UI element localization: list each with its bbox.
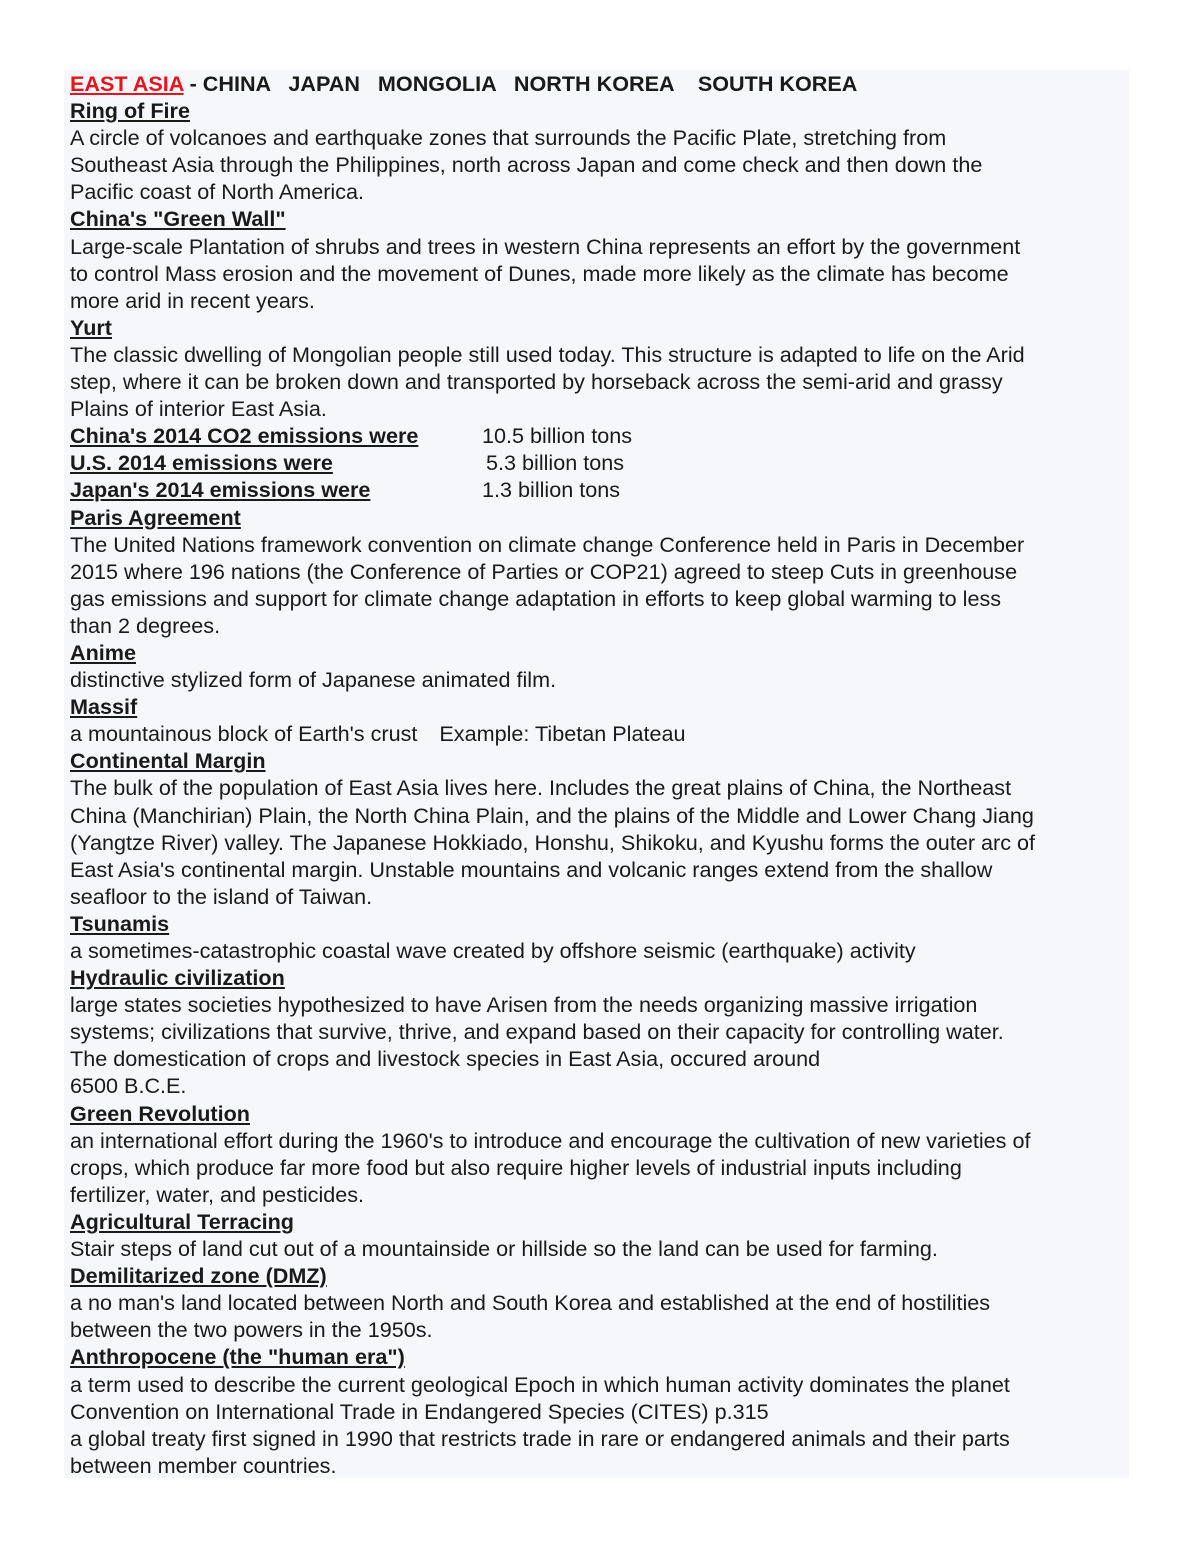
definition-line: a sometimes-catastrophic coastal wave created by offshore seismic (earthquake) activity bbox=[70, 938, 916, 963]
definition-line: than 2 degrees. bbox=[70, 612, 221, 638]
page-header bbox=[70, 70, 1129, 97]
definition-line: A circle of volcanoes and earthquake zones that surrounds the Pacific Plate, stretching from bbox=[70, 125, 947, 151]
document-content bbox=[70, 70, 1129, 1479]
definition-line: 2015 where 196 nations (the Conference of Parties or COP21) agreed to steep Cuts in greenhouse bbox=[70, 558, 1018, 584]
document-page bbox=[64, 70, 1129, 1478]
emissions-label: Japan's 2014 emissions were bbox=[70, 477, 371, 503]
term-hydraulic-civilization: Hydraulic civilization bbox=[70, 965, 285, 991]
definition-line: East Asia's continental margin. Unstable mountains and volcanic ranges extend from the shallow bbox=[70, 856, 993, 882]
term-anime: Anime bbox=[70, 639, 136, 665]
definition-line: a global treaty first signed in 1990 that restricts trade in rare or endangered animals and their parts bbox=[70, 1425, 1010, 1451]
term-ring-of-fire: Ring of Fire bbox=[70, 98, 190, 124]
definition-line: 6500 B.C.E. bbox=[70, 1073, 187, 1099]
emissions-row-us bbox=[70, 449, 1129, 476]
definition-line: China (Manchirian) Plain, the North China Plain, and the plains of the Middle and Lower Chang Jiang bbox=[70, 802, 1034, 828]
definition-line bbox=[70, 720, 1129, 747]
definition-line: an international effort during the 1960's to introduce and encourage the cultivation of new varieties of bbox=[70, 1127, 1031, 1153]
definition-line: to control Mass erosion and the movement of Dunes, made more likely as the climate has become bbox=[70, 260, 1009, 286]
definition-line: Southeast Asia through the Philippines, north across Japan and come check and then down the bbox=[70, 152, 983, 178]
definition-line: Large-scale Plantation of shrubs and trees in western China represents an effort by the government bbox=[70, 233, 1021, 259]
definition-line: seafloor to the island of Taiwan. bbox=[70, 883, 373, 909]
region-title: EAST ASIA bbox=[70, 71, 184, 96]
emissions-label: U.S. 2014 emissions were bbox=[70, 450, 333, 476]
emissions-label: China's 2014 CO2 emissions were bbox=[70, 423, 419, 449]
definition-line: a term used to describe the current geological Epoch in which human activity dominates the planet bbox=[70, 1371, 1010, 1397]
definition-line: crops, which produce far more food but also require higher levels of industrial inputs including bbox=[70, 1154, 962, 1180]
definition-line: systems; civilizations that survive, thrive, and expand based on their capacity for controlling water. bbox=[70, 1019, 1004, 1045]
term-massif: Massif bbox=[70, 694, 138, 720]
definition-line: distinctive stylized form of Japanese animated film. bbox=[70, 667, 557, 693]
term-yurt: Yurt bbox=[70, 314, 112, 340]
term-green-revolution: Green Revolution bbox=[70, 1100, 250, 1126]
definition-line: The classic dwelling of Mongolian people still used today. This structure is adapted to life on the Arid bbox=[70, 341, 1025, 367]
definition-line: Convention on International Trade in Endangered Species (CITES) p.315 bbox=[70, 1398, 769, 1424]
definition-line: Plains of interior East Asia. bbox=[70, 396, 327, 422]
massif-definition: a mountainous block of Earth's crust bbox=[70, 721, 418, 747]
definition-line: more arid in recent years. bbox=[70, 287, 315, 313]
definition-line: Stair steps of land cut out of a mountainside or hillside so the land can be used for farming. bbox=[70, 1236, 938, 1262]
massif-example: Example: Tibetan Plateau bbox=[439, 721, 686, 747]
definition-line: large states societies hypothesized to have Arisen from the needs organizing massive irrigation bbox=[70, 992, 978, 1018]
definition-line: The bulk of the population of East Asia lives here. Includes the great plains of China, the Northeast bbox=[70, 775, 1012, 801]
definition-line: a no man's land located between North and South Korea and established at the end of hostilities bbox=[70, 1290, 991, 1316]
definition-line: between member countries. bbox=[70, 1452, 337, 1478]
definition-line: between the two powers in the 1950s. bbox=[70, 1317, 433, 1343]
emissions-row-china bbox=[70, 422, 1129, 449]
definition-line: gas emissions and support for climate change adaptation in efforts to keep global warming to less bbox=[70, 585, 1002, 611]
term-agricultural-terracing: Agricultural Terracing bbox=[70, 1208, 294, 1234]
definition-line: (Yangtze River) valley. The Japanese Hokkiado, Honshu, Shikoku, and Kyushu forms the outer arc of bbox=[70, 829, 1036, 855]
definition-line: The domestication of crops and livestock species in East Asia, occured around bbox=[70, 1046, 821, 1072]
emissions-value: 1.3 billion tons bbox=[482, 477, 621, 503]
term-dmz: Demilitarized zone (DMZ) bbox=[70, 1263, 327, 1289]
term-continental-margin: Continental Margin bbox=[70, 748, 266, 774]
term-anthropocene: Anthropocene (the "human era") bbox=[70, 1344, 405, 1370]
definition-line: The United Nations framework convention on climate change Conference held in Paris in December bbox=[70, 531, 1025, 557]
term-paris-agreement: Paris Agreement bbox=[70, 504, 241, 530]
term-green-wall: China's "Green Wall" bbox=[70, 206, 286, 232]
definition-line: Pacific coast of North America. bbox=[70, 179, 365, 205]
definition-line: fertilizer, water, and pesticides. bbox=[70, 1181, 365, 1207]
term-tsunamis: Tsunamis bbox=[70, 910, 170, 936]
emissions-value: 10.5 billion tons bbox=[482, 423, 633, 449]
country-list: - CHINA JAPAN MONGOLIA NORTH KOREA SOUTH KOREA bbox=[183, 71, 858, 96]
emissions-value: 5.3 billion tons bbox=[486, 450, 625, 476]
emissions-row-japan bbox=[70, 476, 1129, 503]
definition-line: step, where it can be broken down and transported by horseback across the semi-arid and grassy bbox=[70, 369, 1003, 395]
